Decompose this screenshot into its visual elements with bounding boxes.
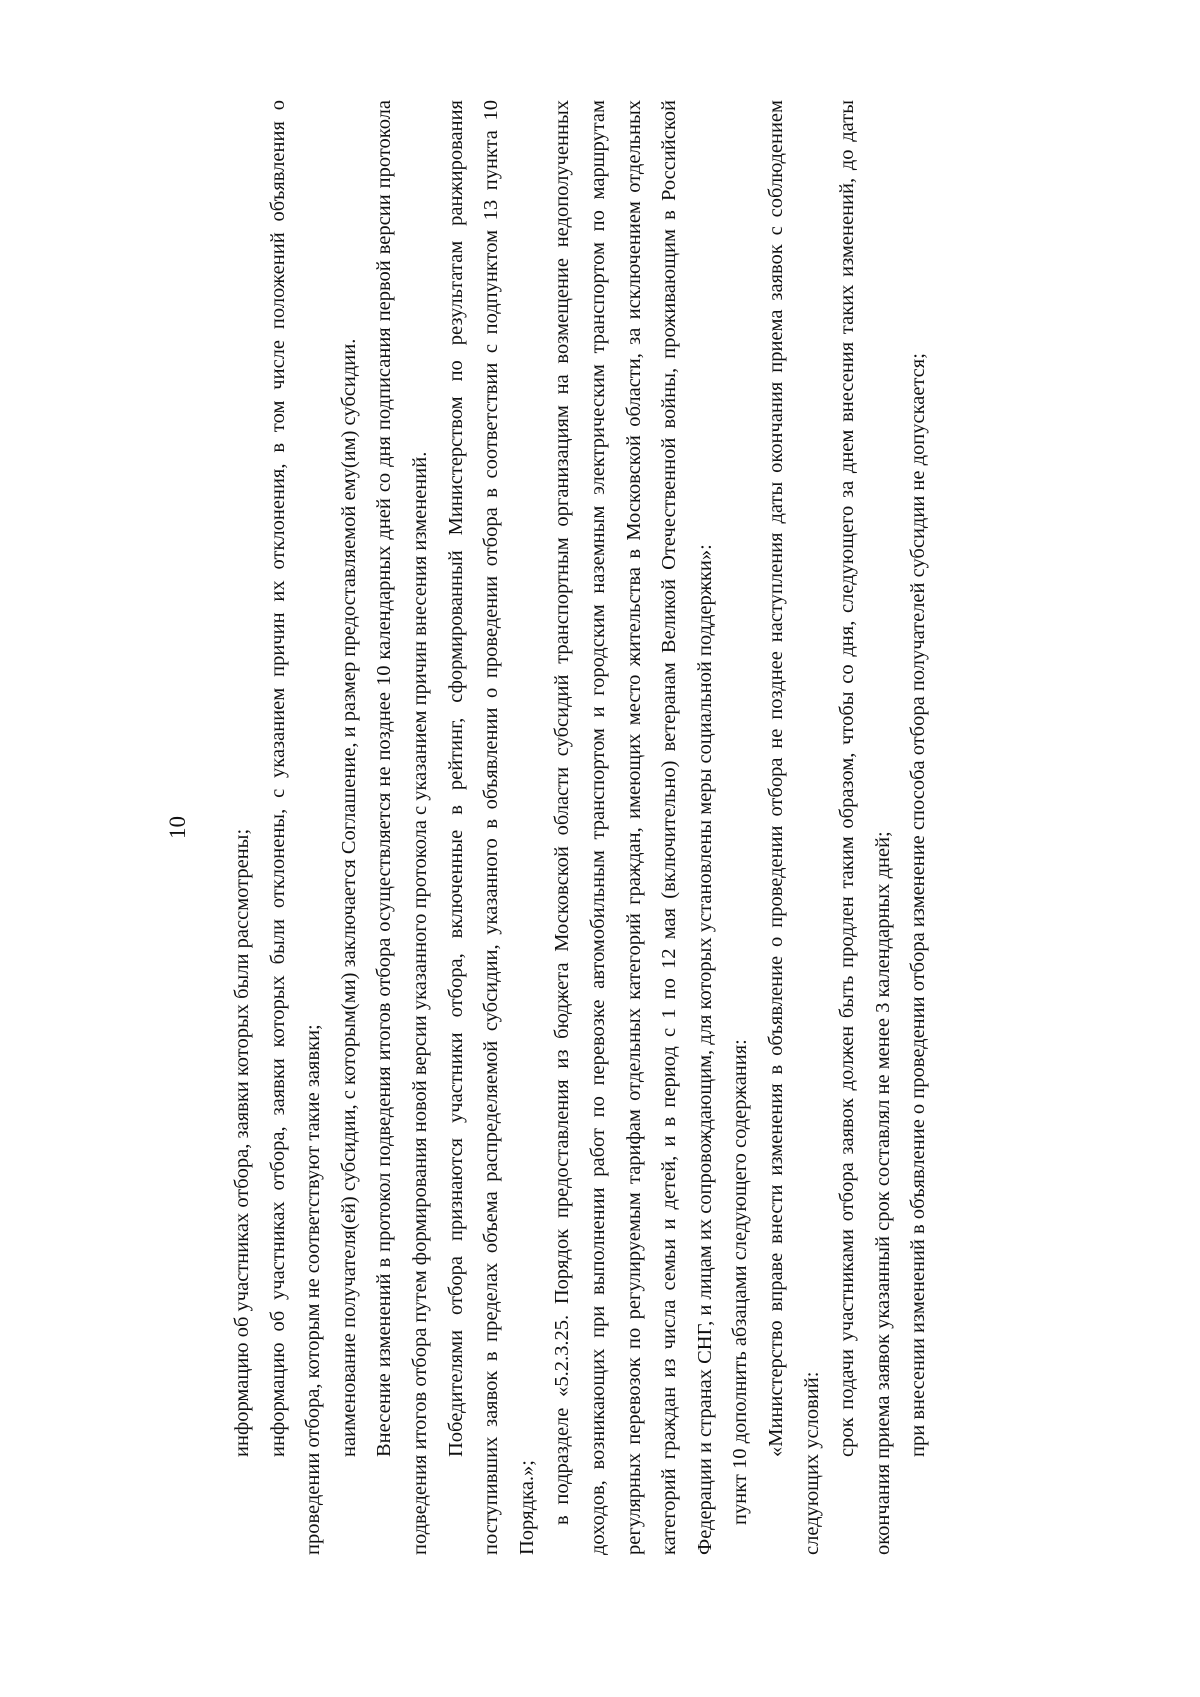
paragraph: пункт 10 дополнить абзацами следующего содержания: bbox=[729, 1039, 752, 1525]
paragraph: Внесение изменений в протокол подведения итогов отбора осуществляется не позднее 10 календарных дней со дня подписания первой версии протокола подведения итогов отбора путем формирования новой версии указанного протокола с указанием причин внесения изменений. bbox=[373, 100, 431, 1555]
paragraph: информацию об участниках отбора, заявки которых были рассмотрены; bbox=[231, 828, 253, 1457]
paragraph: в подразделе «5.2.3.25. Порядок предоставления из бюджета Московской области субсидий транспортным организациям на возмещение недополученных доходов, возникающих при выполнении работ по перевозке автомобильным транспортом и городским наземным электрическим транспортом по маршрутам регулярных перевозок по регулируемым тарифам отдельных категорий граждан, имеющих место жительства в Московской области, за исключением отдельных категорий граждан из числа семьи и детей, и в период с 1 по 12 мая (включительно) ветеранам Великой Отечественной войны, проживающим в Российской Федерации и странах СНГ, и лицам их сопровождающим, для которых установлены меры социальной поддержки»: bbox=[551, 100, 716, 1555]
page-number: 10 bbox=[165, 816, 190, 839]
paragraph: наименование получателя(ей) субсидии, с которым(ми) заключается Соглашение, и размер предоставляемой ему(им) субсидии. bbox=[337, 338, 360, 1457]
rotated-page-content bbox=[165, 100, 1045, 1555]
paragraph: срок подачи участниками отбора заявок должен быть продлен таким образом, чтобы со дня, следующего за днем внесения таких изменений, до даты окончания приема заявок указанный срок составлял не менее 3 календарных дней; bbox=[836, 100, 894, 1555]
paragraph: Победителями отбора признаются участники отбора, включенные в рейтинг, сформированный Министерством по результатам ранжирования поступивших заявок в пределах объема распределяемой субсидии, указанного в объявлении о проведении отбора в соответствии с подпунктом 13 пункта 10 Порядка.»; bbox=[444, 100, 538, 1555]
paragraph: информацию об участниках отбора, заявки которых были отклонены, с указанием причин их отклонения, в том числе положений объявления о проведении отбора, которым не соответствуют такие заявки; bbox=[266, 100, 325, 1555]
paragraph: «Министерство вправе внести изменения в объявление о проведении отбора не позднее наступления даты окончания приема заявок с соблюдением следующих условий: bbox=[764, 100, 823, 1555]
document-body bbox=[225, 100, 1045, 1555]
paragraph: при внесении изменений в объявление о проведении отбора изменение способа отбора получателей субсидии не допускается; bbox=[907, 353, 930, 1457]
